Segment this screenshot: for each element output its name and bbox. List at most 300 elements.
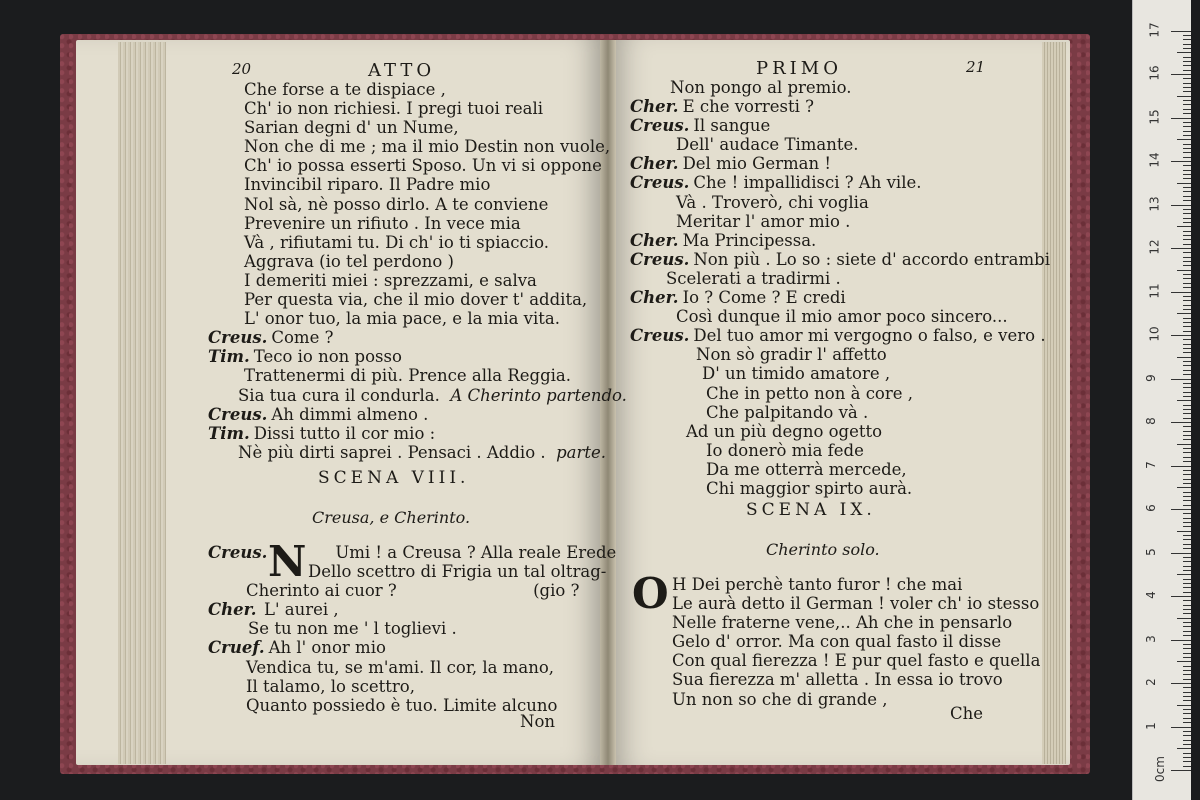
verse-text: Dello scettro di Frigia un tal oltrag- xyxy=(308,562,607,582)
ruler-tick xyxy=(1183,109,1191,110)
text-line xyxy=(208,80,627,99)
ruler-tick xyxy=(1183,418,1191,419)
ruler-tick xyxy=(1183,461,1191,462)
ruler-tick xyxy=(1183,718,1191,719)
speaker-label: Cher. xyxy=(630,97,679,117)
ruler-tick xyxy=(1171,161,1191,162)
ruler-tick xyxy=(1171,596,1191,597)
text-line xyxy=(208,252,627,271)
text-line xyxy=(208,638,616,657)
text-line xyxy=(208,271,627,290)
ruler-tick xyxy=(1183,235,1191,236)
ruler-tick xyxy=(1183,700,1191,701)
text-line xyxy=(630,78,1050,97)
text-line xyxy=(632,613,1040,632)
text-line xyxy=(630,479,1050,498)
text-line xyxy=(630,307,1050,326)
ruler-tick xyxy=(1183,496,1191,497)
text-line xyxy=(632,594,1040,613)
ruler-label: 2 xyxy=(1143,678,1158,686)
verse-text: Ah dimmi almeno . xyxy=(271,404,429,424)
verse-text: Ad un più degno ogetto xyxy=(686,421,883,441)
text-line xyxy=(630,116,1050,135)
ruler-tick xyxy=(1183,744,1191,745)
text-line xyxy=(208,562,616,581)
verse-text: Umi ! a Creusa ? Alla reale Erede xyxy=(335,543,617,562)
verse-text: Teco io non posso xyxy=(253,347,402,367)
ruler-tick xyxy=(1177,487,1191,488)
verse-text: Prevenire un rifiuto . In vece mia xyxy=(244,213,521,233)
ruler-tick xyxy=(1183,318,1191,319)
ruler-label: 10 xyxy=(1147,326,1162,342)
ruler-label: 6 xyxy=(1143,504,1158,512)
verse-text: L' aurei , xyxy=(264,600,339,620)
verse-text: Dell' audace Timante. xyxy=(676,135,859,155)
right-catchword: Che xyxy=(950,704,984,723)
ruler-tick xyxy=(1183,174,1191,175)
ruler-tick xyxy=(1177,531,1191,532)
ruler-tick xyxy=(1183,766,1191,767)
text-line xyxy=(208,137,627,156)
ruler-tick xyxy=(1177,574,1191,575)
text-line xyxy=(630,250,1050,269)
ruler-tick xyxy=(1183,653,1191,654)
left-scene-cast: Creusa, e Cherinto. xyxy=(312,508,471,527)
speaker-label: Creus. xyxy=(208,404,268,424)
ruler-tick xyxy=(1183,431,1191,432)
text-line xyxy=(630,212,1050,231)
ruler-tick xyxy=(1183,170,1191,171)
ruler-tick xyxy=(1183,287,1191,288)
verse-text: Le aurà detto il German ! voler ch' io stesso xyxy=(672,594,1040,614)
ruler-label: 7 xyxy=(1143,460,1158,469)
ruler-tick xyxy=(1183,365,1191,366)
text-line xyxy=(208,99,627,118)
ruler-tick xyxy=(1171,379,1191,380)
ruler-tick xyxy=(1183,548,1191,549)
drop-cap: O xyxy=(632,569,669,618)
ruler-tick xyxy=(1171,422,1191,423)
ruler-tick xyxy=(1183,644,1191,645)
ruler-tick xyxy=(1183,626,1191,627)
ruler-tick xyxy=(1177,226,1191,227)
ruler-tick xyxy=(1183,278,1191,279)
text-line xyxy=(208,195,627,214)
ruler-tick xyxy=(1171,74,1191,75)
verse-text: I demeriti miei : sprezzami, e salva xyxy=(244,270,537,290)
left-text-block-a xyxy=(208,80,627,462)
right-running-header: PRIMO xyxy=(756,58,842,79)
ruler-label: 11 xyxy=(1147,282,1162,299)
ruler-tick xyxy=(1183,405,1191,406)
ruler-tick xyxy=(1183,722,1191,723)
speaker-label: Creus. xyxy=(630,173,690,193)
ruler-tick xyxy=(1183,592,1191,593)
left-page-edges xyxy=(118,42,166,764)
ruler-tick xyxy=(1183,609,1191,610)
ruler-tick xyxy=(1171,335,1191,336)
stage-direction: A Cherinto partendo. xyxy=(439,385,627,405)
ruler-tick xyxy=(1183,409,1191,410)
ruler-tick xyxy=(1183,239,1191,240)
ruler-tick xyxy=(1183,413,1191,414)
ruler-tick xyxy=(1183,631,1191,632)
ruler-tick xyxy=(1177,618,1191,619)
speaker-label: Cher. xyxy=(630,154,679,174)
speaker-label: Tim. xyxy=(208,347,250,367)
ruler-tick xyxy=(1171,727,1191,728)
speaker-label: Creus. xyxy=(208,543,268,562)
ruler-label: 0cm xyxy=(1152,756,1167,782)
text-line xyxy=(630,364,1050,383)
ruler-tick xyxy=(1183,196,1191,197)
verse-text: Nelle fraterne vene,.. Ah che in pensarlo xyxy=(672,613,1013,633)
verse-text: Da me otterrà mercede, xyxy=(706,459,907,479)
speaker-label: Tim. xyxy=(208,423,250,443)
ruler-tick xyxy=(1183,300,1191,301)
verse-text: Con qual fierezza ! E pur quel fasto e quella xyxy=(672,651,1041,671)
text-line xyxy=(208,386,627,405)
ruler-tick xyxy=(1183,518,1191,519)
verse-text: H Dei perchè tanto furor ! che mai xyxy=(672,575,963,594)
left-page-number: 20 xyxy=(232,60,252,78)
verse-text: Dissi tutto il cor mio : xyxy=(253,423,436,443)
ruler-tick xyxy=(1183,274,1191,275)
ruler-tick xyxy=(1183,91,1191,92)
speaker-label: Creus. xyxy=(630,249,690,269)
text-line xyxy=(208,696,616,715)
verse-text: Ch' io possa esserti Sposo. Un vi si oppone xyxy=(244,156,602,176)
speaker-label: Cruef. xyxy=(208,638,265,658)
ruler-tick xyxy=(1171,640,1191,641)
ruler-tick xyxy=(1183,370,1191,371)
verse-text: Sarian degni d' un Nume, xyxy=(244,118,459,138)
text-line xyxy=(630,173,1050,192)
ruler-tick xyxy=(1183,513,1191,514)
ruler-tick xyxy=(1177,400,1191,401)
ruler-label: 8 xyxy=(1143,417,1158,425)
ruler-tick xyxy=(1183,305,1191,306)
ruler-label: 17 xyxy=(1147,21,1162,38)
ruler-tick xyxy=(1183,209,1191,210)
ruler-label: 16 xyxy=(1147,65,1162,81)
ruler-tick xyxy=(1177,96,1191,97)
speaker-label: Cher. xyxy=(208,600,257,620)
ruler-label: 3 xyxy=(1143,634,1158,643)
verse-text: Che palpitando và . xyxy=(706,402,869,422)
ruler-tick xyxy=(1183,348,1191,349)
ruler-tick xyxy=(1183,104,1191,105)
verse-text: L' onor tuo, la mia pace, e la mia vita. xyxy=(244,309,560,329)
ruler-tick xyxy=(1183,505,1191,506)
ruler-tick xyxy=(1183,579,1191,580)
ruler-tick xyxy=(1183,252,1191,253)
left-text-block-b xyxy=(208,537,617,715)
ruler-tick xyxy=(1183,674,1191,675)
ruler-tick xyxy=(1177,139,1191,140)
ruler-tick xyxy=(1183,157,1191,158)
verse-text: Così dunque il mio amor poco sincero... xyxy=(676,307,1008,327)
ruler-tick xyxy=(1183,322,1191,323)
verse-text: Aggrava (io tel perdono ) xyxy=(244,251,454,271)
text-line xyxy=(208,366,627,385)
ruler-tick xyxy=(1183,761,1191,762)
verse-text: Nol sà, nè posso dirlo. A te conviene xyxy=(244,194,549,214)
text-line xyxy=(208,118,627,137)
ruler-tick xyxy=(1183,692,1191,693)
verse-text: Che ! impallidisci ? Ah vile. xyxy=(693,173,922,193)
verse-text: Che forse a te dispiace , xyxy=(244,80,446,99)
ruler-tick xyxy=(1183,61,1191,62)
ruler-tick xyxy=(1171,770,1191,771)
verse-text: Il talamo, lo scettro, xyxy=(246,676,415,696)
verse-text: Và . Troverò, chi voglia xyxy=(676,192,869,212)
text-line xyxy=(208,405,627,424)
text-line xyxy=(208,214,627,233)
text-line xyxy=(208,347,627,366)
text-line xyxy=(632,651,1040,670)
text-line xyxy=(630,326,1050,345)
ruler-tick xyxy=(1183,605,1191,606)
ruler-tick xyxy=(1183,544,1191,545)
text-line xyxy=(208,443,627,462)
verse-text: Un non so che di grande , xyxy=(672,689,888,709)
ruler-label: 12 xyxy=(1147,239,1162,255)
verse-text: Sia tua cura il condurla. xyxy=(238,385,440,405)
verse-text: Cherinto ai cuor ? (gio ? xyxy=(246,581,580,601)
verse-text: Ma Principessa. xyxy=(682,230,817,250)
verse-text: Ch' io non richiesi. I pregi tuoi reali xyxy=(244,99,544,119)
text-line xyxy=(630,384,1050,403)
right-page-number: 21 xyxy=(966,58,986,76)
ruler-tick xyxy=(1183,48,1191,49)
ruler-label: 13 xyxy=(1147,195,1162,212)
verse-text: Trattenermi di più. Prence alla Reggia. xyxy=(244,366,572,386)
ruler-tick xyxy=(1183,383,1191,384)
ruler-tick xyxy=(1183,396,1191,397)
ruler-tick xyxy=(1183,265,1191,266)
verse-text: Nè più dirti saprei . Pensaci . Addio . xyxy=(238,442,546,462)
ruler-tick xyxy=(1177,444,1191,445)
ruler-label: 15 xyxy=(1147,108,1162,125)
ruler-tick xyxy=(1183,218,1191,219)
ruler-tick xyxy=(1183,165,1191,166)
text-line xyxy=(208,619,616,638)
verse-text: Meritar l' amor mio . xyxy=(676,211,851,231)
ruler-tick xyxy=(1183,657,1191,658)
verse-text: D' un timido amatore , xyxy=(702,364,891,384)
ruler-tick xyxy=(1183,326,1191,327)
ruler-tick xyxy=(1183,131,1191,132)
ruler-tick xyxy=(1183,735,1191,736)
measurement-ruler xyxy=(1132,0,1191,800)
ruler-tick xyxy=(1183,152,1191,153)
ruler-tick xyxy=(1183,570,1191,571)
ruler-tick xyxy=(1183,148,1191,149)
text-line xyxy=(630,460,1050,479)
ruler-tick xyxy=(1183,435,1191,436)
verse-text: Scelerati a tradirmi . xyxy=(666,268,841,288)
ruler-tick xyxy=(1183,361,1191,362)
text-line xyxy=(208,309,627,328)
right-scene-cast: Cherinto solo. xyxy=(766,540,880,559)
ruler-tick xyxy=(1171,31,1191,32)
ruler-tick xyxy=(1183,339,1191,340)
text-line xyxy=(630,135,1050,154)
ruler-tick xyxy=(1183,122,1191,123)
verse-text: Come ? xyxy=(271,328,334,348)
ruler-tick xyxy=(1183,470,1191,471)
text-line xyxy=(632,632,1040,651)
text-line xyxy=(208,328,627,347)
verse-text: Ah l' onor mio xyxy=(268,638,386,658)
verse-text: Non più . Lo so : siete d' accordo entrambi xyxy=(693,249,1050,269)
verse-text: Non sò gradir l' affetto xyxy=(696,345,887,365)
verse-text: Se tu non me ' l toglievi . xyxy=(248,619,457,639)
ruler-tick xyxy=(1177,661,1191,662)
ruler-tick xyxy=(1183,392,1191,393)
verse-text: Gelo d' orror. Ma con qual fasto il disse xyxy=(672,632,1002,652)
ruler-tick xyxy=(1183,261,1191,262)
speaker-label: Creus. xyxy=(630,326,690,346)
ruler-label: 14 xyxy=(1147,152,1162,168)
ruler-tick xyxy=(1171,553,1191,554)
ruler-tick xyxy=(1183,635,1191,636)
text-line xyxy=(630,403,1050,422)
verse-text: Il sangue xyxy=(693,116,771,136)
ruler-tick xyxy=(1177,270,1191,271)
verse-text: E che vorresti ? xyxy=(682,97,814,117)
ruler-tick xyxy=(1183,374,1191,375)
ruler-tick xyxy=(1183,100,1191,101)
speaker-label: Creus. xyxy=(208,328,268,348)
ruler-tick xyxy=(1183,283,1191,284)
text-line xyxy=(208,677,616,696)
ruler-tick xyxy=(1183,522,1191,523)
ruler-tick xyxy=(1183,426,1191,427)
speaker-label: Cher. xyxy=(630,288,679,308)
ruler-tick xyxy=(1183,200,1191,201)
ruler-tick xyxy=(1183,296,1191,297)
text-line xyxy=(630,441,1050,460)
ruler-tick xyxy=(1183,753,1191,754)
verse-text: Invincibil riparo. Il Padre mio xyxy=(244,175,491,195)
ruler-tick xyxy=(1183,83,1191,84)
ruler-tick xyxy=(1183,622,1191,623)
ruler-tick xyxy=(1183,78,1191,79)
text-line xyxy=(208,233,627,252)
ruler-tick xyxy=(1183,670,1191,671)
ruler-tick xyxy=(1183,144,1191,145)
ruler-tick xyxy=(1183,231,1191,232)
verse-text: Và , rifiutami tu. Di ch' io ti spiaccio. xyxy=(244,232,549,252)
ruler-tick xyxy=(1183,44,1191,45)
ruler-tick xyxy=(1183,561,1191,562)
ruler-tick xyxy=(1183,452,1191,453)
ruler-tick xyxy=(1183,191,1191,192)
ruler-label: 5 xyxy=(1143,547,1158,556)
text-line xyxy=(208,424,627,443)
ruler-tick xyxy=(1183,648,1191,649)
text-line xyxy=(630,422,1050,441)
left-scene-title: SCENA VIII. xyxy=(318,468,470,488)
stage-direction: parte. xyxy=(545,442,607,462)
ruler-tick xyxy=(1183,613,1191,614)
ruler-tick xyxy=(1183,57,1191,58)
text-line xyxy=(208,175,627,194)
ruler-tick xyxy=(1183,39,1191,40)
ruler-tick xyxy=(1183,387,1191,388)
text-line xyxy=(630,269,1050,288)
ruler-tick xyxy=(1183,113,1191,114)
ruler-tick xyxy=(1183,709,1191,710)
ruler-tick xyxy=(1177,705,1191,706)
ruler-tick xyxy=(1183,557,1191,558)
ruler-tick xyxy=(1183,87,1191,88)
ruler-tick xyxy=(1171,118,1191,119)
ruler-tick xyxy=(1183,65,1191,66)
speaker-label: Cher. xyxy=(630,230,679,250)
text-line xyxy=(630,345,1050,364)
ruler-tick xyxy=(1183,344,1191,345)
ruler-tick xyxy=(1183,479,1191,480)
ruler-tick xyxy=(1183,687,1191,688)
ruler-tick xyxy=(1177,748,1191,749)
ruler-tick xyxy=(1171,466,1191,467)
ruler-tick xyxy=(1183,135,1191,136)
ruler-tick xyxy=(1183,757,1191,758)
text-line xyxy=(208,290,627,309)
speaker-label: Creus. xyxy=(630,116,690,136)
right-text-block-a xyxy=(630,78,1050,498)
text-line xyxy=(632,670,1040,689)
verse-text: Io donerò mia fede xyxy=(706,440,864,460)
ruler-tick xyxy=(1183,539,1191,540)
ruler-tick xyxy=(1183,257,1191,258)
ruler-tick xyxy=(1183,740,1191,741)
ruler-tick xyxy=(1183,587,1191,588)
ruler-tick xyxy=(1183,178,1191,179)
text-line xyxy=(208,600,616,619)
verse-text: Per questa via, che il mio dover t' addita, xyxy=(244,290,588,310)
ruler-tick xyxy=(1183,583,1191,584)
verse-text: Quanto possiedo è tuo. Limite alcuno xyxy=(246,695,558,715)
ruler-label: 4 xyxy=(1143,591,1158,599)
ruler-tick xyxy=(1177,183,1191,184)
text-line xyxy=(208,658,616,677)
text-line xyxy=(630,97,1050,116)
ruler-tick xyxy=(1183,731,1191,732)
ruler-tick xyxy=(1177,313,1191,314)
ruler-tick xyxy=(1183,213,1191,214)
ruler-tick xyxy=(1183,679,1191,680)
verse-text: Del mio German ! xyxy=(682,154,831,174)
ruler-label: 9 xyxy=(1143,373,1158,382)
right-text-block-b xyxy=(632,569,1041,709)
text-line xyxy=(208,581,616,600)
ruler-tick xyxy=(1183,666,1191,667)
ruler-tick xyxy=(1177,52,1191,53)
ruler-tick xyxy=(1177,357,1191,358)
ruler-tick xyxy=(1183,35,1191,36)
left-catchword: Non xyxy=(520,712,555,731)
verse-text: Sua fierezza m' alletta . In essa io trovo xyxy=(672,670,1003,690)
ruler-tick xyxy=(1171,292,1191,293)
ruler-tick xyxy=(1183,526,1191,527)
ruler-tick xyxy=(1171,205,1191,206)
ruler-tick xyxy=(1183,439,1191,440)
text-line xyxy=(630,288,1050,307)
